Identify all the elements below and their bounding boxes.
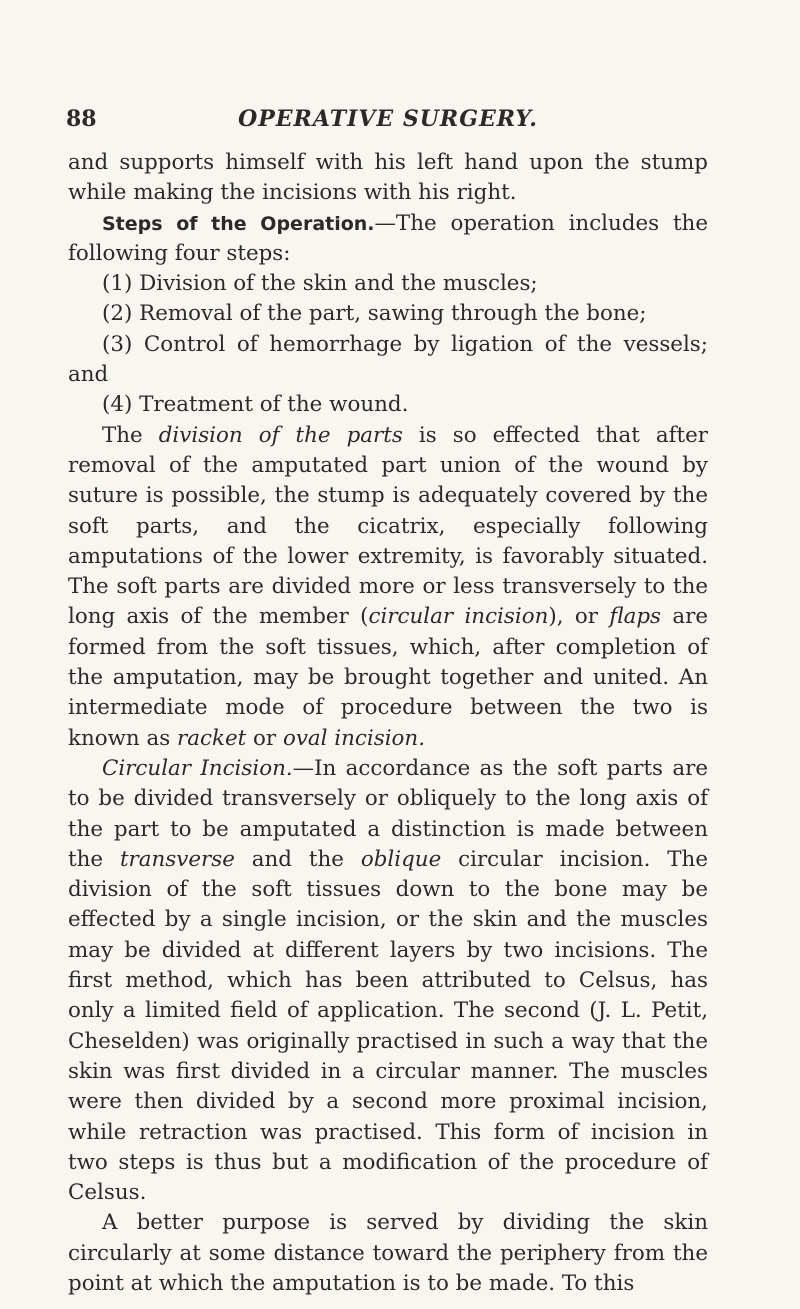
body-text [68,148,708,1299]
text-run: and the [234,846,361,872]
italic-term: flaps [609,604,662,630]
page-number: 88 [66,106,97,132]
text-run: is so effected that after removal of the amputated part union of the wound by suture is possible, the stump is adequately covered by the soft parts, and the cicatrix, especially following amputations of the lower extremity, is favorably situated. The soft parts are divided more or less transversely to the long axis of the member ( [68,422,708,630]
italic-term: circular incision [368,604,549,630]
paragraph-continuation: and supports himself with his left hand upon the stump while making the incisions with his right. [68,150,708,206]
italic-term: division of the parts [158,422,403,448]
step-item-3: (3) Control of hemorrhage by ligation of the vessels; and [68,331,708,388]
paragraph-steps-intro [68,209,708,270]
paragraph-division-of-parts [68,421,708,754]
text-run: —In accordance as the soft parts are to be divided transversely or obliquely to the long axis of the part to be amputated a distinction is made between the [68,755,708,872]
step-item-1: (1) Division of the skin and the muscles; [102,271,538,297]
text-run: ), or [548,604,610,630]
paragraph-circular-incision [68,754,708,1208]
italic-term: oval incision. [282,725,426,751]
step-item-2: (2) Removal of the part, sawing through the bone; [102,301,647,327]
italic-subheading: Circular Incision. [102,755,293,781]
text-run: The [102,422,159,448]
running-title: OPERATIVE SURGERY. [238,106,538,132]
steps-intro-text: —The operation includes the following four steps: [68,210,708,266]
paragraph-better-purpose: A better purpose is served by dividing the skin circularly at some distance toward the periphery from the point at which the amputation is to be made. To this [68,1210,708,1296]
step-item-4: (4) Treatment of the wound. [102,392,409,418]
italic-term: racket [177,725,247,751]
section-heading-steps: Steps of the Operation. [102,212,375,235]
running-head [66,104,710,134]
text-run: circular incision. The division of the soft tissues down to the bone may be effected by a single incision, or the skin and the muscles may be divided at different layers by two incisions. The first method, which has been attributed to Celsus, has only a limited field of application. The second (J. L. Petit, Cheselden) was originally practised in such a way that the skin was first divided in a circular manner. The muscles were then divided by a second more proximal incision, while retraction was practised. This form of incision in two steps is thus but a modification of the procedure of Celsus. [68,846,708,1206]
italic-term: oblique [360,846,442,872]
text-run: are formed from the soft tissues, which, after completion of the amputation, may be brought together and united. An intermediate mode of procedure between the two is known as [68,604,708,751]
text-run: or [246,725,283,751]
italic-term: transverse [119,846,235,872]
